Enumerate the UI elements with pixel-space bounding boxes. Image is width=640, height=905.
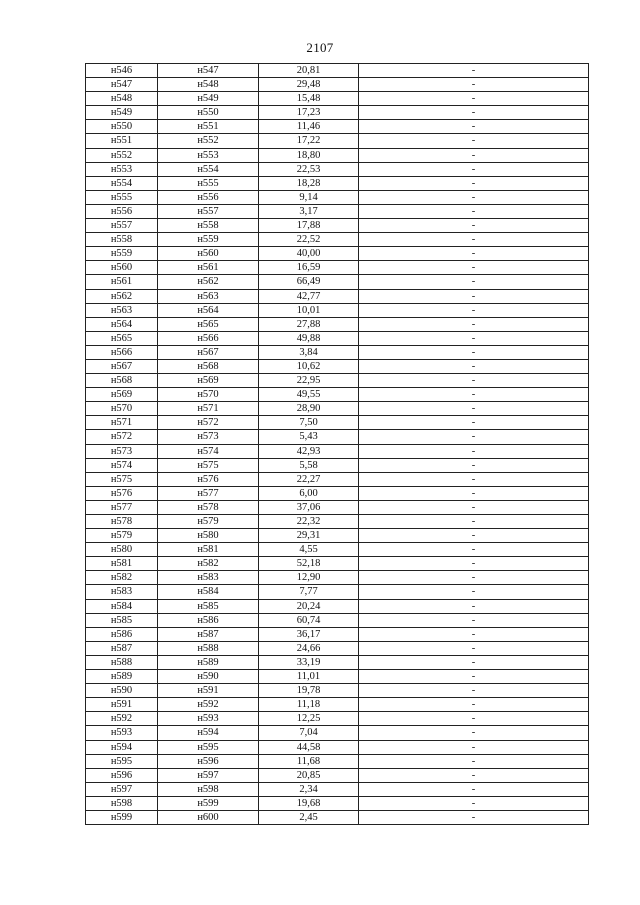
extra-cell: - bbox=[359, 782, 589, 796]
point-to-cell: н570 bbox=[158, 388, 259, 402]
point-to-cell: н594 bbox=[158, 726, 259, 740]
extra-cell: - bbox=[359, 289, 589, 303]
extra-cell: - bbox=[359, 359, 589, 373]
point-to-cell: н559 bbox=[158, 233, 259, 247]
table-row bbox=[86, 599, 589, 613]
point-from-cell: н585 bbox=[86, 613, 158, 627]
point-to-cell: н563 bbox=[158, 289, 259, 303]
point-from-cell: н581 bbox=[86, 557, 158, 571]
length-cell: 11,68 bbox=[259, 754, 359, 768]
table-row bbox=[86, 78, 589, 92]
point-to-cell: н575 bbox=[158, 458, 259, 472]
point-to-cell: н551 bbox=[158, 120, 259, 134]
length-cell: 18,28 bbox=[259, 176, 359, 190]
table-row bbox=[86, 585, 589, 599]
table-row bbox=[86, 388, 589, 402]
point-to-cell: н585 bbox=[158, 599, 259, 613]
extra-cell: - bbox=[359, 599, 589, 613]
length-cell: 29,31 bbox=[259, 529, 359, 543]
length-cell: 7,50 bbox=[259, 416, 359, 430]
table-row bbox=[86, 529, 589, 543]
point-to-cell: н554 bbox=[158, 162, 259, 176]
point-to-cell: н574 bbox=[158, 444, 259, 458]
table-row bbox=[86, 190, 589, 204]
extra-cell: - bbox=[359, 204, 589, 218]
point-from-cell: н595 bbox=[86, 754, 158, 768]
length-cell: 22,52 bbox=[259, 233, 359, 247]
extra-cell: - bbox=[359, 106, 589, 120]
table-row bbox=[86, 444, 589, 458]
point-to-cell: н584 bbox=[158, 585, 259, 599]
point-from-cell: н552 bbox=[86, 148, 158, 162]
extra-cell: - bbox=[359, 64, 589, 78]
extra-cell: - bbox=[359, 655, 589, 669]
point-to-cell: н565 bbox=[158, 317, 259, 331]
point-from-cell: н570 bbox=[86, 402, 158, 416]
point-to-cell: н588 bbox=[158, 641, 259, 655]
length-cell: 5,43 bbox=[259, 430, 359, 444]
point-from-cell: н546 bbox=[86, 64, 158, 78]
point-to-cell: н577 bbox=[158, 486, 259, 500]
point-from-cell: н573 bbox=[86, 444, 158, 458]
length-cell: 28,90 bbox=[259, 402, 359, 416]
point-from-cell: н572 bbox=[86, 430, 158, 444]
extra-cell: - bbox=[359, 726, 589, 740]
table-row bbox=[86, 613, 589, 627]
table-row bbox=[86, 641, 589, 655]
table-row bbox=[86, 317, 589, 331]
length-cell: 33,19 bbox=[259, 655, 359, 669]
length-cell: 11,18 bbox=[259, 698, 359, 712]
point-to-cell: н580 bbox=[158, 529, 259, 543]
length-cell: 44,58 bbox=[259, 740, 359, 754]
length-cell: 29,48 bbox=[259, 78, 359, 92]
table-row bbox=[86, 768, 589, 782]
length-cell: 42,77 bbox=[259, 289, 359, 303]
table-row bbox=[86, 416, 589, 430]
point-from-cell: н578 bbox=[86, 515, 158, 529]
point-to-cell: н596 bbox=[158, 754, 259, 768]
extra-cell: - bbox=[359, 543, 589, 557]
length-cell: 11,01 bbox=[259, 670, 359, 684]
point-to-cell: н549 bbox=[158, 92, 259, 106]
length-cell: 10,62 bbox=[259, 359, 359, 373]
point-to-cell: н576 bbox=[158, 472, 259, 486]
length-cell: 42,93 bbox=[259, 444, 359, 458]
point-to-cell: н586 bbox=[158, 613, 259, 627]
table-body bbox=[86, 64, 589, 825]
length-cell: 20,85 bbox=[259, 768, 359, 782]
length-cell: 7,04 bbox=[259, 726, 359, 740]
point-to-cell: н597 bbox=[158, 768, 259, 782]
point-to-cell: н557 bbox=[158, 204, 259, 218]
length-cell: 2,34 bbox=[259, 782, 359, 796]
table-row bbox=[86, 515, 589, 529]
table-row bbox=[86, 345, 589, 359]
point-from-cell: н587 bbox=[86, 641, 158, 655]
extra-cell: - bbox=[359, 796, 589, 810]
table-row bbox=[86, 796, 589, 810]
extra-cell: - bbox=[359, 740, 589, 754]
length-cell: 49,88 bbox=[259, 331, 359, 345]
table-row bbox=[86, 684, 589, 698]
point-from-cell: н579 bbox=[86, 529, 158, 543]
extra-cell: - bbox=[359, 134, 589, 148]
length-cell: 19,68 bbox=[259, 796, 359, 810]
point-to-cell: н589 bbox=[158, 655, 259, 669]
extra-cell: - bbox=[359, 120, 589, 134]
extra-cell: - bbox=[359, 627, 589, 641]
extra-cell: - bbox=[359, 698, 589, 712]
point-to-cell: н558 bbox=[158, 219, 259, 233]
point-to-cell: н572 bbox=[158, 416, 259, 430]
point-from-cell: н566 bbox=[86, 345, 158, 359]
extra-cell: - bbox=[359, 148, 589, 162]
extra-cell: - bbox=[359, 472, 589, 486]
table-row bbox=[86, 247, 589, 261]
length-cell: 17,88 bbox=[259, 219, 359, 233]
point-from-cell: н589 bbox=[86, 670, 158, 684]
length-cell: 3,84 bbox=[259, 345, 359, 359]
extra-cell: - bbox=[359, 219, 589, 233]
point-from-cell: н569 bbox=[86, 388, 158, 402]
point-to-cell: н555 bbox=[158, 176, 259, 190]
extra-cell: - bbox=[359, 571, 589, 585]
extra-cell: - bbox=[359, 331, 589, 345]
extra-cell: - bbox=[359, 444, 589, 458]
table-row bbox=[86, 64, 589, 78]
point-from-cell: н550 bbox=[86, 120, 158, 134]
length-cell: 22,53 bbox=[259, 162, 359, 176]
point-to-cell: н556 bbox=[158, 190, 259, 204]
length-cell: 19,78 bbox=[259, 684, 359, 698]
point-from-cell: н583 bbox=[86, 585, 158, 599]
point-to-cell: н599 bbox=[158, 796, 259, 810]
extra-cell: - bbox=[359, 430, 589, 444]
point-from-cell: н582 bbox=[86, 571, 158, 585]
point-from-cell: н553 bbox=[86, 162, 158, 176]
point-from-cell: н547 bbox=[86, 78, 158, 92]
length-cell: 12,90 bbox=[259, 571, 359, 585]
length-cell: 22,95 bbox=[259, 374, 359, 388]
point-to-cell: н590 bbox=[158, 670, 259, 684]
extra-cell: - bbox=[359, 233, 589, 247]
table-row bbox=[86, 289, 589, 303]
extra-cell: - bbox=[359, 486, 589, 500]
point-from-cell: н576 bbox=[86, 486, 158, 500]
boundary-segments-table bbox=[85, 63, 589, 825]
length-cell: 2,45 bbox=[259, 810, 359, 824]
extra-cell: - bbox=[359, 78, 589, 92]
point-to-cell: н581 bbox=[158, 543, 259, 557]
point-to-cell: н595 bbox=[158, 740, 259, 754]
extra-cell: - bbox=[359, 641, 589, 655]
extra-cell: - bbox=[359, 317, 589, 331]
table-row bbox=[86, 486, 589, 500]
length-cell: 24,66 bbox=[259, 641, 359, 655]
point-from-cell: н564 bbox=[86, 317, 158, 331]
extra-cell: - bbox=[359, 768, 589, 782]
point-from-cell: н567 bbox=[86, 359, 158, 373]
table-row bbox=[86, 176, 589, 190]
point-from-cell: н592 bbox=[86, 712, 158, 726]
point-from-cell: н596 bbox=[86, 768, 158, 782]
point-to-cell: н591 bbox=[158, 684, 259, 698]
point-from-cell: н558 bbox=[86, 233, 158, 247]
point-to-cell: н547 bbox=[158, 64, 259, 78]
extra-cell: - bbox=[359, 190, 589, 204]
point-from-cell: н548 bbox=[86, 92, 158, 106]
table-row bbox=[86, 430, 589, 444]
point-from-cell: н551 bbox=[86, 134, 158, 148]
table-row bbox=[86, 162, 589, 176]
extra-cell: - bbox=[359, 374, 589, 388]
point-from-cell: н574 bbox=[86, 458, 158, 472]
point-from-cell: н562 bbox=[86, 289, 158, 303]
table-row bbox=[86, 670, 589, 684]
table-row bbox=[86, 359, 589, 373]
table-row bbox=[86, 726, 589, 740]
point-to-cell: н592 bbox=[158, 698, 259, 712]
point-from-cell: н571 bbox=[86, 416, 158, 430]
point-to-cell: н550 bbox=[158, 106, 259, 120]
point-from-cell: н584 bbox=[86, 599, 158, 613]
point-from-cell: н593 bbox=[86, 726, 158, 740]
length-cell: 66,49 bbox=[259, 275, 359, 289]
table-row bbox=[86, 754, 589, 768]
length-cell: 18,80 bbox=[259, 148, 359, 162]
point-from-cell: н559 bbox=[86, 247, 158, 261]
table-row bbox=[86, 134, 589, 148]
extra-cell: - bbox=[359, 529, 589, 543]
point-to-cell: н562 bbox=[158, 275, 259, 289]
table-row bbox=[86, 148, 589, 162]
table-row bbox=[86, 303, 589, 317]
extra-cell: - bbox=[359, 684, 589, 698]
point-from-cell: н568 bbox=[86, 374, 158, 388]
point-to-cell: н568 bbox=[158, 359, 259, 373]
point-from-cell: н591 bbox=[86, 698, 158, 712]
table-row bbox=[86, 458, 589, 472]
table-row bbox=[86, 472, 589, 486]
length-cell: 17,23 bbox=[259, 106, 359, 120]
point-from-cell: н565 bbox=[86, 331, 158, 345]
point-to-cell: н566 bbox=[158, 331, 259, 345]
table-row bbox=[86, 571, 589, 585]
length-cell: 40,00 bbox=[259, 247, 359, 261]
point-from-cell: н549 bbox=[86, 106, 158, 120]
point-to-cell: н600 bbox=[158, 810, 259, 824]
extra-cell: - bbox=[359, 670, 589, 684]
length-cell: 7,77 bbox=[259, 585, 359, 599]
point-from-cell: н577 bbox=[86, 500, 158, 514]
point-from-cell: н580 bbox=[86, 543, 158, 557]
extra-cell: - bbox=[359, 500, 589, 514]
point-to-cell: н571 bbox=[158, 402, 259, 416]
point-to-cell: н583 bbox=[158, 571, 259, 585]
extra-cell: - bbox=[359, 388, 589, 402]
table-row bbox=[86, 740, 589, 754]
length-cell: 27,88 bbox=[259, 317, 359, 331]
extra-cell: - bbox=[359, 275, 589, 289]
point-to-cell: н598 bbox=[158, 782, 259, 796]
length-cell: 6,00 bbox=[259, 486, 359, 500]
point-to-cell: н569 bbox=[158, 374, 259, 388]
point-from-cell: н588 bbox=[86, 655, 158, 669]
length-cell: 10,01 bbox=[259, 303, 359, 317]
extra-cell: - bbox=[359, 247, 589, 261]
point-from-cell: н554 bbox=[86, 176, 158, 190]
length-cell: 16,59 bbox=[259, 261, 359, 275]
extra-cell: - bbox=[359, 176, 589, 190]
point-to-cell: н567 bbox=[158, 345, 259, 359]
extra-cell: - bbox=[359, 712, 589, 726]
point-from-cell: н597 bbox=[86, 782, 158, 796]
table-row bbox=[86, 402, 589, 416]
point-to-cell: н548 bbox=[158, 78, 259, 92]
length-cell: 20,81 bbox=[259, 64, 359, 78]
extra-cell: - bbox=[359, 585, 589, 599]
length-cell: 3,17 bbox=[259, 204, 359, 218]
table-row bbox=[86, 543, 589, 557]
table-row bbox=[86, 810, 589, 824]
table-row bbox=[86, 557, 589, 571]
point-from-cell: н560 bbox=[86, 261, 158, 275]
table-row bbox=[86, 219, 589, 233]
point-from-cell: н598 bbox=[86, 796, 158, 810]
length-cell: 37,06 bbox=[259, 500, 359, 514]
length-cell: 36,17 bbox=[259, 627, 359, 641]
point-to-cell: н593 bbox=[158, 712, 259, 726]
table-row bbox=[86, 92, 589, 106]
length-cell: 22,32 bbox=[259, 515, 359, 529]
length-cell: 15,48 bbox=[259, 92, 359, 106]
length-cell: 9,14 bbox=[259, 190, 359, 204]
point-to-cell: н579 bbox=[158, 515, 259, 529]
point-from-cell: н575 bbox=[86, 472, 158, 486]
table-row bbox=[86, 655, 589, 669]
point-to-cell: н561 bbox=[158, 261, 259, 275]
point-to-cell: н552 bbox=[158, 134, 259, 148]
table-row bbox=[86, 233, 589, 247]
point-from-cell: н586 bbox=[86, 627, 158, 641]
table-row bbox=[86, 712, 589, 726]
table-row bbox=[86, 374, 589, 388]
point-from-cell: н557 bbox=[86, 219, 158, 233]
extra-cell: - bbox=[359, 402, 589, 416]
table-row bbox=[86, 500, 589, 514]
length-cell: 60,74 bbox=[259, 613, 359, 627]
extra-cell: - bbox=[359, 810, 589, 824]
length-cell: 5,58 bbox=[259, 458, 359, 472]
extra-cell: - bbox=[359, 754, 589, 768]
extra-cell: - bbox=[359, 613, 589, 627]
point-to-cell: н578 bbox=[158, 500, 259, 514]
point-from-cell: н555 bbox=[86, 190, 158, 204]
extra-cell: - bbox=[359, 345, 589, 359]
point-from-cell: н599 bbox=[86, 810, 158, 824]
length-cell: 17,22 bbox=[259, 134, 359, 148]
extra-cell: - bbox=[359, 261, 589, 275]
table-row bbox=[86, 698, 589, 712]
table-row bbox=[86, 275, 589, 289]
extra-cell: - bbox=[359, 458, 589, 472]
point-to-cell: н587 bbox=[158, 627, 259, 641]
table-row bbox=[86, 782, 589, 796]
table-row bbox=[86, 120, 589, 134]
length-cell: 20,24 bbox=[259, 599, 359, 613]
point-to-cell: н573 bbox=[158, 430, 259, 444]
extra-cell: - bbox=[359, 515, 589, 529]
length-cell: 49,55 bbox=[259, 388, 359, 402]
point-from-cell: н590 bbox=[86, 684, 158, 698]
table-row bbox=[86, 627, 589, 641]
length-cell: 4,55 bbox=[259, 543, 359, 557]
point-from-cell: н563 bbox=[86, 303, 158, 317]
length-cell: 11,46 bbox=[259, 120, 359, 134]
table-row bbox=[86, 261, 589, 275]
extra-cell: - bbox=[359, 416, 589, 430]
point-to-cell: н564 bbox=[158, 303, 259, 317]
length-cell: 52,18 bbox=[259, 557, 359, 571]
point-to-cell: н560 bbox=[158, 247, 259, 261]
point-to-cell: н582 bbox=[158, 557, 259, 571]
table-row bbox=[86, 106, 589, 120]
point-from-cell: н594 bbox=[86, 740, 158, 754]
table-row bbox=[86, 204, 589, 218]
page-number: 2107 bbox=[306, 40, 334, 55]
table-row bbox=[86, 331, 589, 345]
length-cell: 22,27 bbox=[259, 472, 359, 486]
extra-cell: - bbox=[359, 162, 589, 176]
point-to-cell: н553 bbox=[158, 148, 259, 162]
length-cell: 12,25 bbox=[259, 712, 359, 726]
point-from-cell: н556 bbox=[86, 204, 158, 218]
point-from-cell: н561 bbox=[86, 275, 158, 289]
extra-cell: - bbox=[359, 557, 589, 571]
extra-cell: - bbox=[359, 92, 589, 106]
extra-cell: - bbox=[359, 303, 589, 317]
